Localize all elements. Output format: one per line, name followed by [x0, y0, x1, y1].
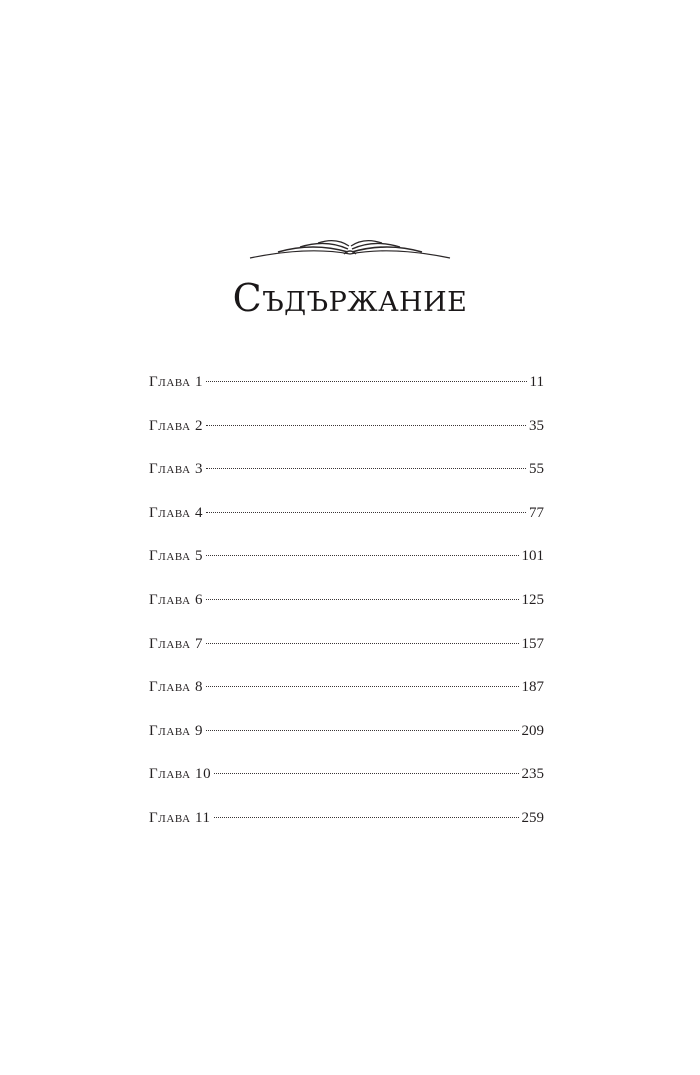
toc-entry-label: Глава 10 — [149, 766, 212, 783]
toc-dot-leader — [206, 425, 526, 426]
toc-entry-page: 77 — [529, 504, 544, 521]
table-of-contents — [149, 368, 544, 848]
toc-entry-page: 157 — [521, 635, 544, 652]
toc-entry-label: Глава 5 — [149, 548, 204, 565]
toc-dot-leader — [214, 773, 518, 774]
toc-entry-page: 235 — [521, 766, 544, 783]
toc-dot-leader — [206, 599, 518, 600]
toc-entry — [149, 499, 544, 543]
toc-entry-label: Глава 6 — [149, 591, 204, 608]
toc-entry — [149, 542, 544, 586]
toc-entry-page: 187 — [521, 679, 544, 696]
toc-entry-label: Глава 8 — [149, 679, 204, 696]
toc-entry — [149, 412, 544, 456]
toc-entry — [149, 630, 544, 674]
toc-entry — [149, 586, 544, 630]
toc-entry — [149, 760, 544, 804]
toc-entry-page: 35 — [529, 417, 544, 434]
toc-entry — [149, 804, 544, 848]
toc-entry-label: Глава 1 — [149, 374, 204, 390]
toc-dot-leader — [206, 730, 518, 731]
toc-entry-page: 209 — [521, 722, 544, 739]
toc-entry-page: 11 — [529, 374, 544, 390]
title-ornament — [248, 236, 452, 264]
toc-entry — [149, 673, 544, 717]
toc-dot-leader — [206, 555, 518, 556]
toc-entry-label: Глава 3 — [149, 461, 204, 478]
toc-entry-label: Глава 7 — [149, 635, 204, 652]
toc-entry-label: Глава 4 — [149, 504, 204, 521]
toc-dot-leader — [214, 817, 519, 818]
toc-entry — [149, 717, 544, 761]
toc-dot-leader — [206, 512, 526, 513]
toc-dot-leader — [206, 381, 526, 382]
toc-entry-label: Глава 9 — [149, 722, 204, 739]
toc-dot-leader — [206, 686, 518, 687]
toc-entry-page: 259 — [521, 809, 544, 826]
toc-dot-leader — [206, 643, 518, 644]
toc-entry — [149, 455, 544, 499]
toc-entry — [149, 368, 544, 412]
toc-dot-leader — [206, 468, 526, 469]
toc-entry-page: 55 — [529, 461, 544, 478]
toc-entry-page: 125 — [521, 591, 544, 608]
toc-entry-label: Глава 11 — [149, 809, 211, 826]
toc-entry-label: Глава 2 — [149, 417, 204, 434]
toc-entry-page: 101 — [521, 548, 544, 565]
page-title: Съдържание — [232, 276, 468, 320]
